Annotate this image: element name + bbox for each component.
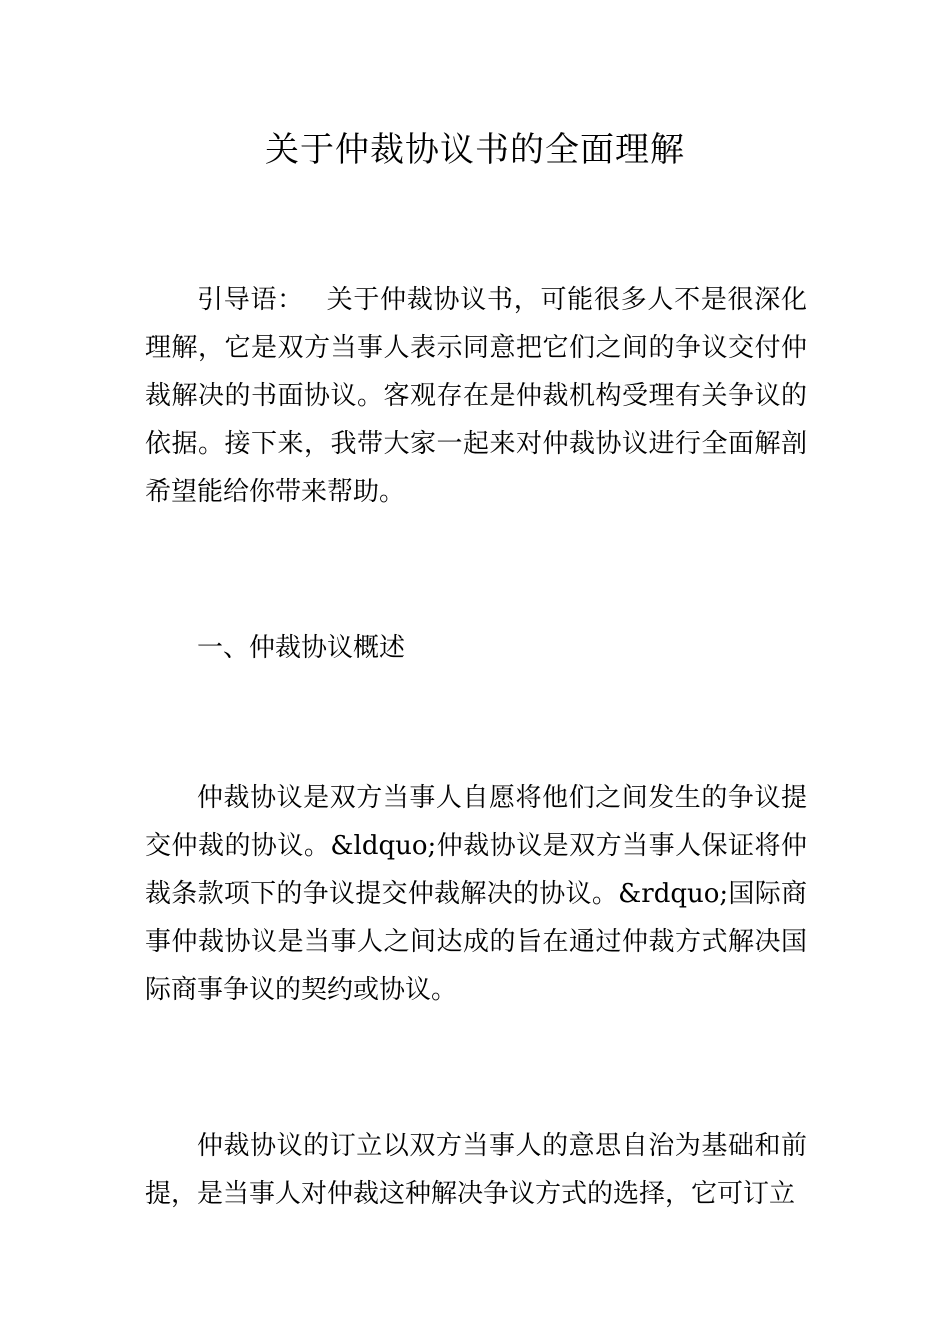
body-paragraph: 仲裁协议是双方当事人自愿将他们之间发生的争议提交仲裁的协议。&ldquo;仲裁协议是双方当事人保证将仲裁条款项下的争议提交仲裁解决的协议。&rdquo;国际商事仲裁协议是当事人之间达成的旨在通过仲裁方式解决国际商事争议的契约或协议。 (145, 783, 807, 1005)
section-heading: 一、仲裁协议概述 (197, 633, 406, 663)
document-title: 关于仲裁协议书的全面理解 (265, 130, 685, 170)
intro-paragraph: 引导语： 关于仲裁协议书，可能很多人不是很深化理解，它是双方当事人表示同意把它们之间的争议交付仲裁解决的书面协议。客观存在是仲裁机构受理有关争议的依据。接下来，我带大家一起来对仲裁协议进行全面解剖希望能给你带来帮助。 (145, 285, 807, 507)
body-paragraph: 仲裁协议的订立以双方当事人的意思自治为基础和前提，是当事人对仲裁这种解决争议方式的选择，它可订立 (145, 1131, 807, 1209)
